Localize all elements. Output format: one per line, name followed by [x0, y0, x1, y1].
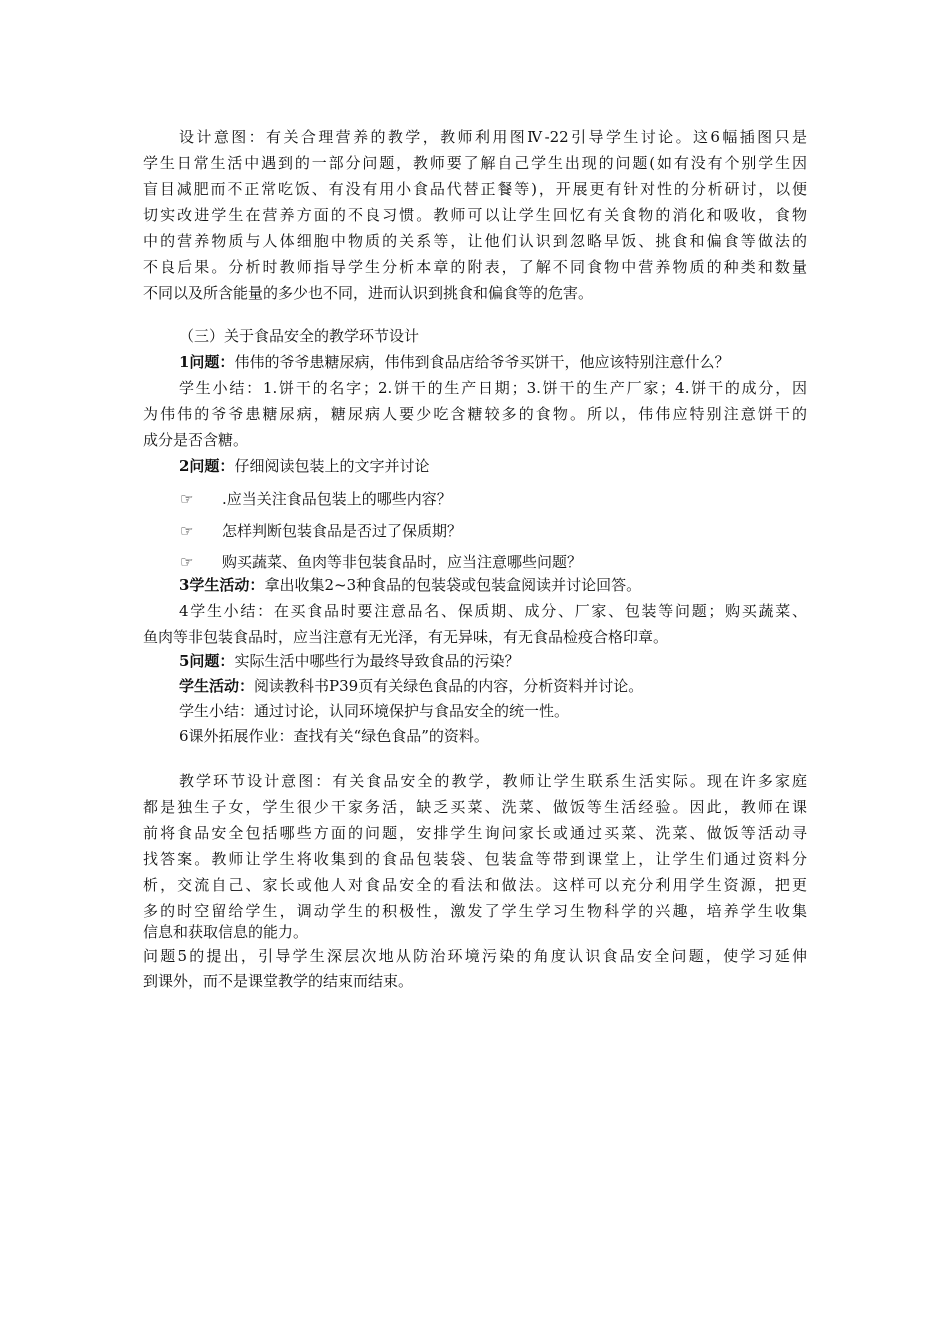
- pointing-hand-icon: ☞: [180, 553, 194, 571]
- activity-5-label: 学生活动：: [179, 677, 255, 695]
- design-intent-line-6: 不良后果。分析时教师指导学生分析本章的附表，了解不同食物中营养物质的种类和数量: [143, 258, 807, 276]
- question-1-text: 伟伟的爷爷患糖尿病，伟伟到食品店给爷爷买饼干，他应该特别注意什么？: [234, 353, 730, 371]
- teaching-intent-line-6: 多的时空留给学生，调动学生的积极性，激发了学生学习生物科学的兴趣，培养学生收集: [143, 902, 807, 920]
- question-1-label: 1问题：: [179, 353, 235, 371]
- section-heading: （三）关于食品安全的教学环节设计: [179, 327, 420, 345]
- design-intent-line-7: 不同以及所含能量的多少也不同，进而认识到挑食和偏食等的危害。: [143, 284, 594, 302]
- design-intent-line-4: 切实改进学生在营养方面的不良习惯。教师可以让学生回忆有关食物的消化和吸收，食物: [143, 206, 807, 224]
- question-1: [179, 349, 729, 375]
- teaching-intent-line-2: 都是独生子女，学生很少干家务活，缺乏买菜、洗菜、做饭等生活经验。因此，教师在课: [143, 798, 807, 816]
- teaching-intent-line-1: 教学环节设计意图：有关食品安全的教学，教师让学生联系生活实际。现在许多家庭: [179, 772, 807, 790]
- question-2: [179, 453, 429, 479]
- question-5: [179, 648, 519, 674]
- summary-1-line-2: 为伟伟的爷爷患糖尿病，糖尿病人要少吃含糖较多的食物。所以，伟伟应特别注意饼干的: [143, 405, 807, 423]
- design-intent-line-5: 中的营养物质与人体细胞中物质的关系等，让他们认识到忽略早饭、挑食和偏食等做法的: [143, 232, 807, 250]
- activity-5-text: 阅读教科书P39页有关绿色食品的内容，分析资料并讨论。: [254, 677, 644, 695]
- teaching-intent-line-7: 信息和获取信息的能力。: [143, 923, 309, 941]
- design-intent-line-2: 学生日常生活中遇到的一部分问题，教师要了解自己学生出现的问题(如有没有个别学生因: [143, 154, 807, 172]
- question-2-label: 2问题：: [179, 457, 235, 475]
- teaching-intent-line-8: 问题5的提出，引导学生深层次地从防治环境污染的角度认识食品安全问题，使学习延伸: [143, 947, 807, 965]
- question-5-text: 实际生活中哪些行为最终导致食品的污染？: [234, 652, 520, 670]
- design-intent-line-1: 设计意图：有关合理营养的教学，教师利用图Ⅳ-22引导学生讨论。这6幅插图只是: [179, 128, 807, 146]
- teaching-intent-line-9: 到课外，而不是课堂教学的结束而结束。: [143, 972, 414, 990]
- question-5-label: 5问题：: [179, 652, 235, 670]
- bullet-item-3: 购买蔬菜、鱼肉等非包装食品时，应当注意哪些问题？: [222, 553, 583, 571]
- summary-5: 学生小结：通过讨论，认同环境保护与食品安全的统一性。: [179, 702, 570, 720]
- bullet-item-2: 怎样判断包装食品是否过了保质期？: [222, 522, 463, 540]
- summary-4-line-1: 4学生小结：在买食品时要注意品名、保质期、成分、厂家、包装等问题；购买蔬菜、: [179, 602, 807, 620]
- teaching-intent-line-3: 前将食品安全包括哪些方面的问题，安排学生询问家长或通过买菜、洗菜、做饭等活动寻: [143, 824, 807, 842]
- activity-3-text: 拿出收集2~3种食品的包装袋或包装盒阅读并讨论回答。: [264, 576, 642, 594]
- bullet-item-1: .应当关注食品包装上的哪些内容？: [222, 490, 452, 508]
- summary-1-line-3: 成分是否含糖。: [143, 431, 249, 449]
- homework: 6课外拓展作业：查找有关“绿色食品”的资料。: [179, 727, 489, 745]
- summary-4-line-2: 鱼肉等非包装食品时，应当注意有无光泽，有无异味，有无食品检疫合格印章。: [143, 628, 669, 646]
- summary-1-line-1: 学生小结：1.饼干的名字；2.饼干的生产日期；3.饼干的生产厂家；4.饼干的成分，因: [179, 379, 807, 397]
- question-2-text: 仔细阅读包装上的文字并讨论: [234, 457, 430, 475]
- pointing-hand-icon: ☞: [180, 522, 194, 540]
- activity-3: [179, 572, 641, 598]
- design-intent-line-3: 盲目减肥而不正常吃饭、有没有用小食品代替正餐等)，开展更有针对性的分析研讨，以便: [143, 180, 807, 198]
- pointing-hand-icon: ☞: [180, 490, 194, 508]
- teaching-intent-line-5: 析，交流自己、家长或他人对食品安全的看法和做法。这样可以充分利用学生资源，把更: [143, 876, 807, 894]
- activity-3-label: 3学生活动：: [179, 576, 265, 594]
- activity-5: [179, 673, 643, 699]
- teaching-intent-line-4: 找答案。教师让学生将收集到的食品包装袋、包装盒等带到课堂上，让学生们通过资料分: [143, 850, 807, 868]
